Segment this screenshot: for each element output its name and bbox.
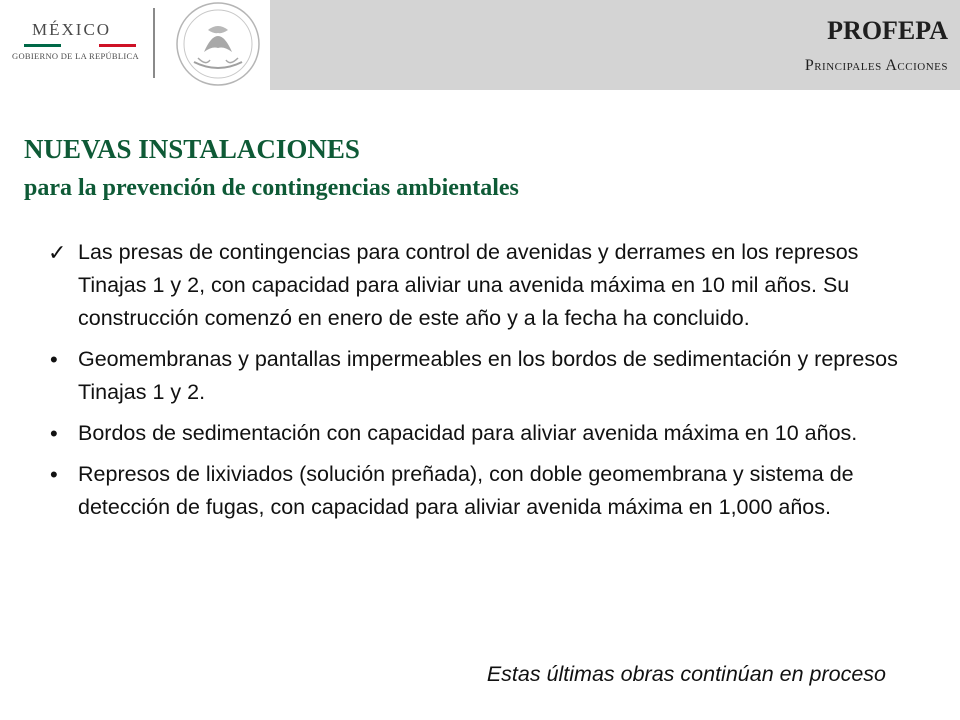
government-logo — [12, 20, 150, 61]
brand-title: PROFEPA — [827, 16, 948, 45]
logo-country-text: MÉXICO — [32, 20, 112, 39]
logo-divider — [153, 8, 155, 78]
bullet-item — [48, 417, 898, 450]
bullet-text: Las presas de contingencias para control de avenidas y derrames en los represos Tinajas 1 y 2, con capacidad para aliviar una avenida máxima en 10 mil años. Su construcción comenzó en enero de este año y a la fecha ha concluido. — [78, 240, 859, 330]
footnote: Estas últimas obras continúan en proceso — [486, 662, 886, 686]
flag-red — [99, 44, 136, 47]
flag-color-bar — [24, 44, 136, 47]
bullet-text: Represos de lixiviados (solución preñada), con doble geomembrana y sistema de detección de fugas, con capacidad para aliviar avenida máxima en 1,000 años. — [78, 462, 854, 519]
bullet-dot-icon: • — [50, 347, 58, 372]
slide-subtitle: para la prevención de contingencias ambientales — [24, 175, 519, 201]
header-logo-area — [0, 0, 270, 90]
bullet-text: Bordos de sedimentación con capacidad para aliviar avenida máxima en 10 años. — [78, 421, 858, 445]
bullet-dot-icon: • — [50, 462, 58, 487]
bullet-item — [48, 458, 898, 524]
bullet-item — [48, 343, 898, 409]
bullet-list — [48, 236, 898, 532]
section-subtitle: Principales Acciones — [804, 57, 948, 74]
logo-government-text: GOBIERNO DE LA REPÚBLICA — [12, 51, 139, 61]
bullet-text: Geomembranas y pantallas impermeables en los bordos de sedimentación y represos Tinajas 1 y 2. — [78, 347, 898, 404]
slide-title: NUEVAS INSTALACIONES — [24, 134, 360, 164]
bullet-dot-icon: • — [50, 421, 58, 446]
coat-of-arms-icon — [164, 0, 272, 90]
flag-green — [24, 44, 61, 47]
header-banner — [270, 0, 960, 90]
checkmark-icon: ✓ — [48, 240, 67, 265]
flag-white — [61, 44, 98, 47]
bullet-item — [48, 236, 898, 335]
